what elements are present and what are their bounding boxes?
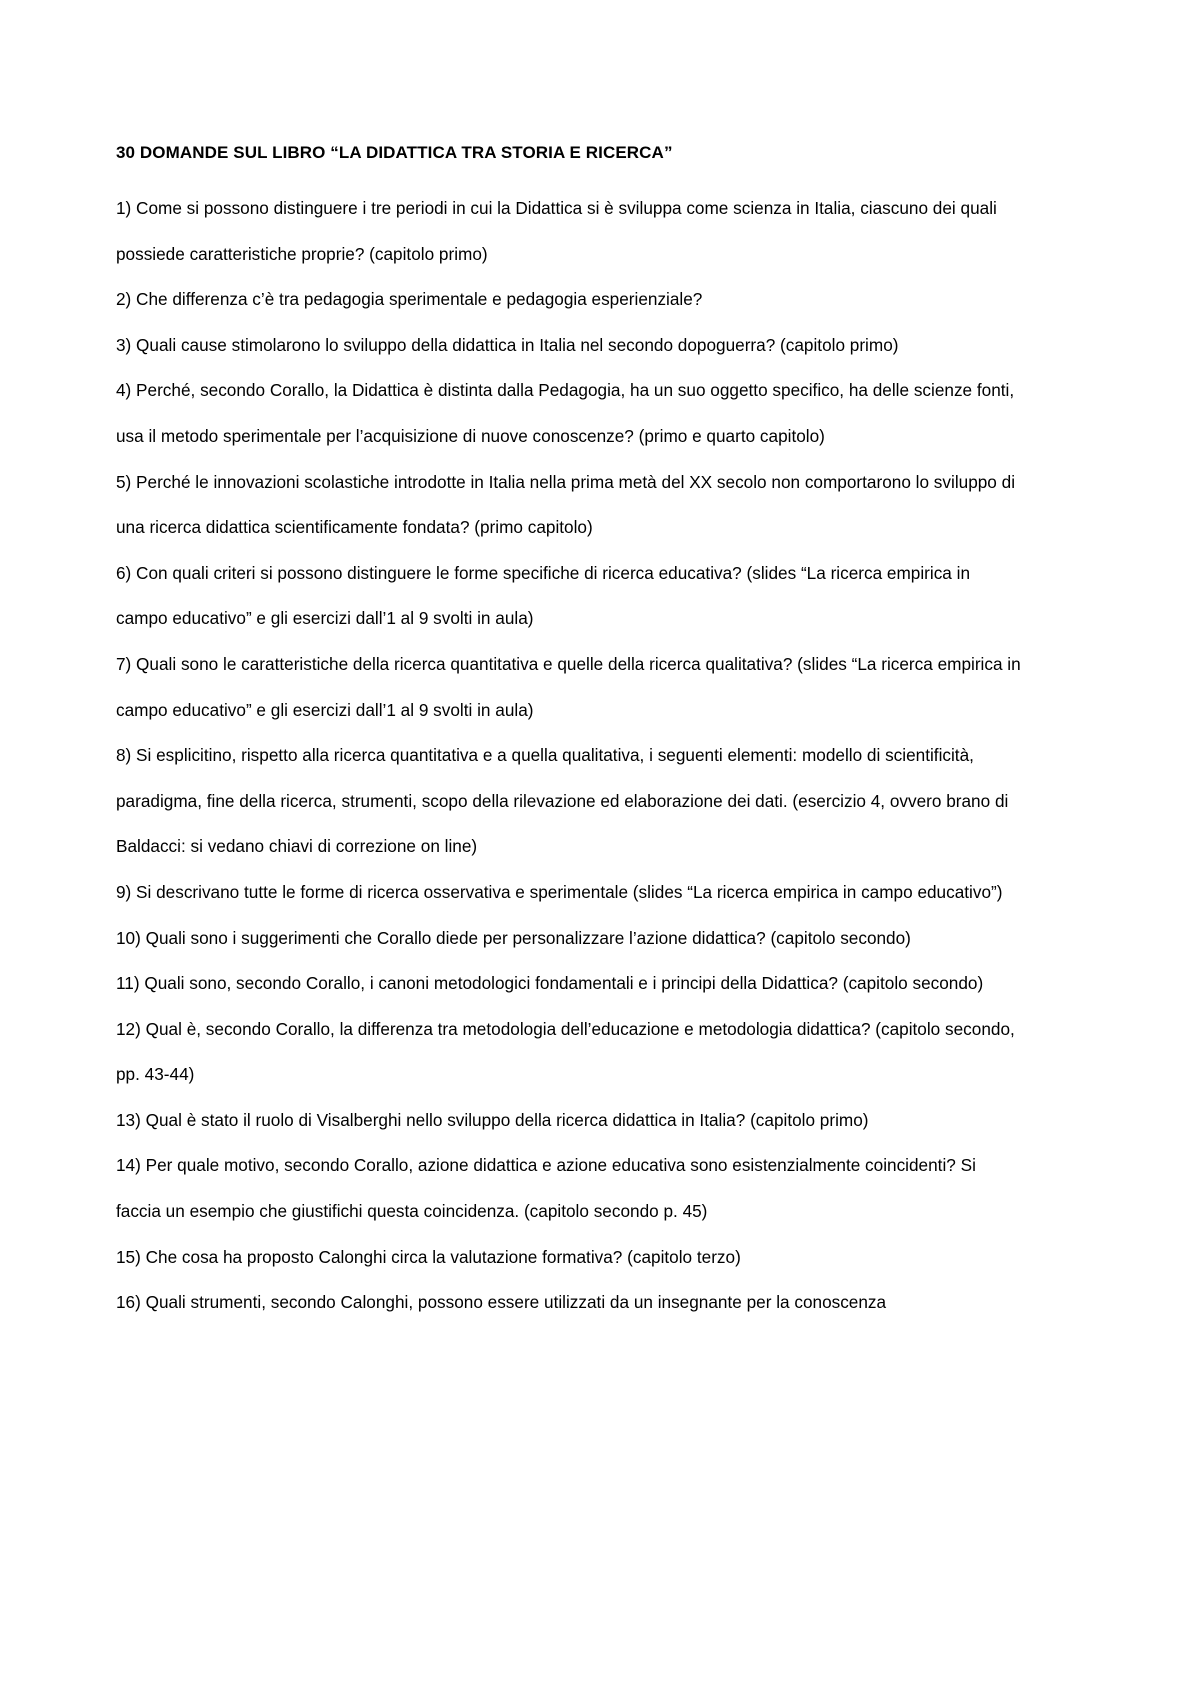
question-item: 13) Qual è stato il ruolo di Visalberghi nello sviluppo della ricerca didattica in Italia? (capitolo primo): [116, 1109, 869, 1130]
question-list: [116, 186, 1022, 1326]
question-item: 4) Perché, secondo Corallo, la Didattica è distinta dalla Pedagogia, ha un suo oggetto specifico, ha delle scienze fonti, usa il metodo sperimentale per l’acquisizione di nuove conoscenze? (primo e quarto capitolo): [116, 380, 1015, 446]
question-item: 8) Si esplicitino, rispetto alla ricerca quantitativa e a quella qualitativa, i seguenti elementi: modello di scientificità, paradigma, fine della ricerca, strumenti, scopo della rilevazione ed elaborazione dei dati. (esercizio 4, ovvero brano di Baldacci: si vedano chiavi di correzione on line): [116, 745, 1009, 857]
question-item: 2) Che differenza c’è tra pedagogia sperimentale e pedagogia esperienziale?: [116, 289, 703, 310]
document-page: [116, 141, 1022, 1326]
question-item: 1) Come si possono distinguere i tre periodi in cui la Didattica si è sviluppa come scienza in Italia, ciascuno dei quali possiede caratteristiche proprie? (capitolo primo): [116, 198, 997, 264]
question-item: 7) Quali sono le caratteristiche della ricerca quantitativa e quelle della ricerca qualitativa? (slides “La ricerca empirica in campo educativo” e gli esercizi dall’1 al 9 svolti in aula): [116, 653, 1021, 720]
question-item: 15) Che cosa ha proposto Calonghi circa la valutazione formativa? (capitolo terzo): [116, 1246, 741, 1267]
question-item: 6) Con quali criteri si possono distinguere le forme specifiche di ricerca educativa? (slides “La ricerca empirica in campo educativo” e gli esercizi dall’1 al 9 svolti in aula): [116, 562, 971, 629]
question-item: 5) Perché le innovazioni scolastiche introdotte in Italia nella prima metà del XX secolo non comportarono lo sviluppo di una ricerca didattica scientificamente fondata? (primo capitolo): [116, 471, 1016, 538]
question-item: 9) Si descrivano tutte le forme di ricerca osservativa e sperimentale (slides “La ricerca empirica in campo educativo”): [116, 881, 1003, 902]
document-title: 30 DOMANDE SUL LIBRO “LA DIDATTICA TRA STORIA E RICERCA”: [116, 143, 673, 162]
question-item: 10) Quali sono i suggerimenti che Corallo diede per personalizzare l’azione didattica? (capitolo secondo): [116, 927, 911, 948]
question-item: 11) Quali sono, secondo Corallo, i canoni metodologici fondamentali e i principi della Didattica? (capitolo secondo): [116, 973, 984, 994]
question-item: 14) Per quale motivo, secondo Corallo, azione didattica e azione educativa sono esistenzialmente coincidenti? Si faccia un esempio che giustifichi questa coincidenza. (capitolo secondo p. 45): [116, 1155, 976, 1222]
question-item: 12) Qual è, secondo Corallo, la differenza tra metodologia dell’educazione e metodologia didattica? (capitolo secondo, pp. 43-44): [116, 1018, 1015, 1085]
question-item: 16) Quali strumenti, secondo Calonghi, possono essere utilizzati da un insegnante per la conoscenza: [116, 1292, 887, 1313]
question-item: 3) Quali cause stimolarono lo sviluppo della didattica in Italia nel secondo dopoguerra? (capitolo primo): [116, 334, 899, 355]
